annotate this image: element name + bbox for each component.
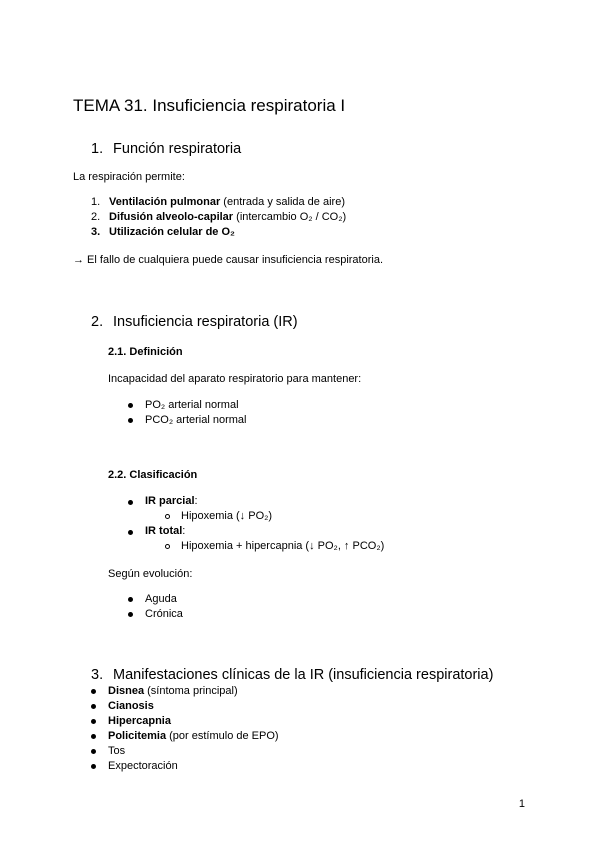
circle-bullet-icon	[165, 544, 170, 549]
bullet-icon	[91, 719, 96, 724]
section-1-note: → El fallo de cualquiera puede causar insuficiencia respiratoria.	[73, 254, 384, 266]
list-item: IR parcial:	[145, 495, 198, 507]
bullet-icon	[128, 418, 133, 423]
list-item: Cianosis	[108, 700, 154, 712]
document-title: TEMA 31. Insuficiencia respiratoria I	[73, 96, 346, 115]
bullet-icon	[91, 764, 96, 769]
page-number: 1	[518, 798, 525, 810]
list-item: Hipoxemia + hipercapnia (↓ PO₂, ↑ PCO₂)	[181, 540, 385, 552]
list-item: Disnea (síntoma principal)	[108, 685, 238, 697]
definition-text: Incapacidad del aparato respiratorio para mantener:	[108, 373, 362, 385]
bullet-icon	[128, 403, 133, 408]
bullet-icon	[91, 734, 96, 739]
section-1-heading: 1. Función respiratoria	[91, 141, 242, 157]
bullet-icon	[91, 704, 96, 709]
list-item: PO₂ arterial normal	[145, 399, 239, 411]
list-item: 1. Ventilación pulmonar (entrada y salida de aire)	[91, 196, 345, 208]
list-item: Hipoxemia (↓ PO₂)	[181, 510, 273, 522]
evolution-label: Según evolución:	[108, 568, 193, 580]
list-item: Policitemia (por estímulo de EPO)	[108, 730, 279, 742]
bullet-icon	[128, 612, 133, 617]
bullet-icon	[128, 500, 133, 505]
bullet-icon	[128, 530, 133, 535]
section-1-intro: La respiración permite:	[73, 171, 185, 183]
section-3-heading: 3. Manifestaciones clínicas de la IR (insuficiencia respiratoria)	[91, 667, 494, 683]
list-item: 3. Utilización celular de O₂	[91, 226, 235, 238]
list-item: 2. Difusión alveolo-capilar (intercambio O₂ / CO₂)	[91, 211, 347, 223]
bullet-icon	[91, 689, 96, 694]
list-item: PCO₂ arterial normal	[145, 414, 247, 426]
subsection-2-2-heading: 2.2. Clasificación	[108, 469, 198, 481]
subsection-2-1-heading: 2.1. Definición	[108, 346, 183, 358]
bullet-icon	[128, 597, 133, 602]
list-item: IR total:	[145, 525, 186, 537]
list-item: Crónica	[145, 608, 183, 620]
list-item: Hipercapnia	[108, 715, 171, 727]
list-item: Expectoración	[108, 760, 178, 772]
list-item: Aguda	[145, 593, 177, 605]
circle-bullet-icon	[165, 514, 170, 519]
section-2-heading: 2. Insuficiencia respiratoria (IR)	[91, 314, 298, 330]
bullet-icon	[91, 749, 96, 754]
list-item: Tos	[108, 745, 126, 757]
